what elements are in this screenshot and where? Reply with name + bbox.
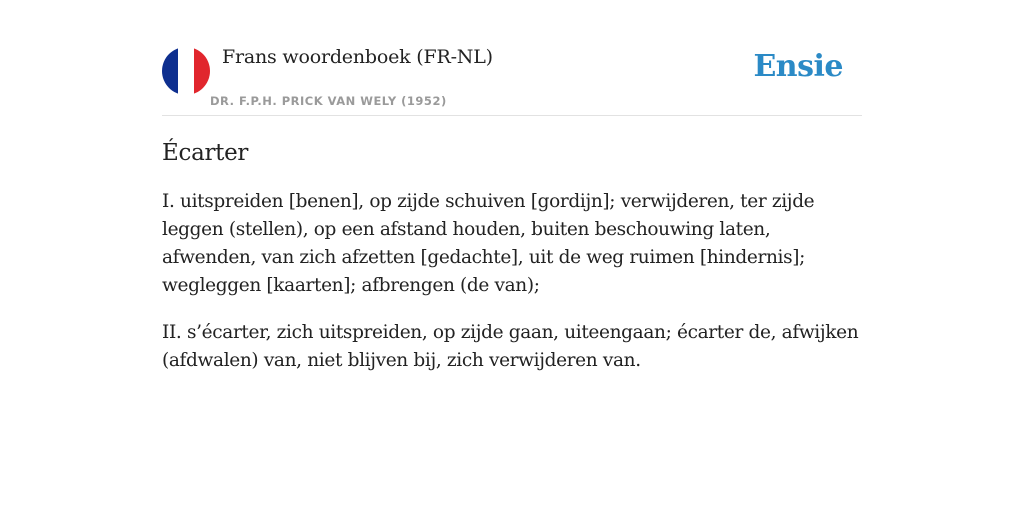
dictionary-card bbox=[162, 40, 862, 394]
definition-sense-1: I. uitspreiden [benen], op zijde schuiven [gordijn]; verwijderen, ter zijde leggen (stellen), op een afstand houden, buiten beschouwing laten, afwenden, van zich afzetten [gedachte], uit de weg ruimen [hindernis]; wegleggen [kaarten]; afbrengen (de van); bbox=[162, 191, 815, 296]
flag-stripe-red bbox=[194, 47, 210, 95]
flag-stripe-white bbox=[178, 47, 194, 95]
french-flag-icon bbox=[162, 47, 210, 95]
entry-definition bbox=[162, 188, 862, 375]
dictionary-title[interactable]: Frans woordenboek (FR-NL) bbox=[222, 46, 493, 68]
dictionary-header bbox=[162, 40, 862, 116]
definition-sense-2: II. s’écarter, zich uitspreiden, op zijde gaan, uiteengaan; écarter de, afwijken (afdwalen) van, niet blijven bij, zich verwijderen van. bbox=[162, 322, 859, 371]
dictionary-author: DR. F.P.H. PRICK VAN WELY (1952) bbox=[210, 94, 447, 108]
ensie-logo[interactable]: Ensie bbox=[753, 49, 843, 84]
flag-stripe-blue bbox=[162, 47, 178, 95]
entry-headword: Écarter bbox=[162, 140, 249, 166]
